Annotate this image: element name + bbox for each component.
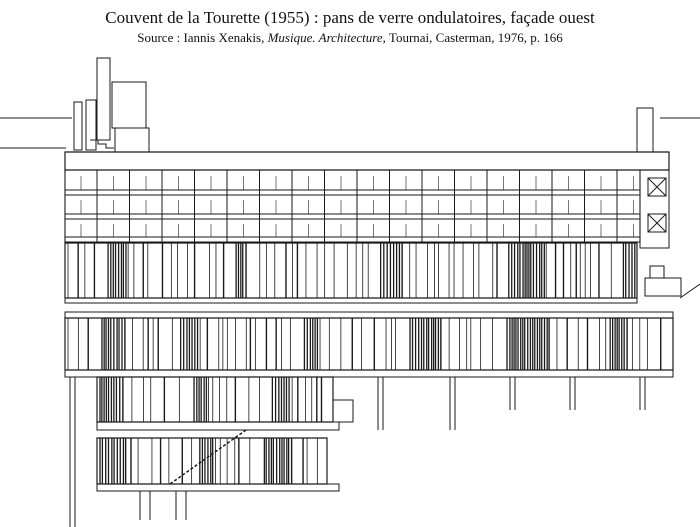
side-box-base: [645, 278, 681, 296]
figure-title: Couvent de la Tourette (1955) : pans de verre ondulatoires, façade ouest: [105, 8, 595, 27]
source-prefix: Source : Iannis Xenakis,: [137, 30, 268, 45]
right-roof-tower: [637, 108, 653, 152]
roof-tower-small: [74, 102, 82, 150]
cell-dividers: [97, 170, 617, 242]
bell-tower-block: [112, 82, 146, 128]
pilotis-columns: [70, 377, 645, 527]
roof-tower-mid: [86, 100, 96, 150]
lower-wing-sill: [97, 422, 339, 430]
source-book-title: Musique. Architecture: [267, 30, 383, 45]
source-suffix: , Tournai, Casterman, 1976, p. 166: [382, 30, 563, 45]
right-slope-line: [680, 284, 700, 298]
lower-wing-corner: [333, 400, 353, 422]
roof-slab: [65, 152, 669, 170]
glazing-band-level-1: [65, 243, 637, 298]
ondulatoire-mullions-level-2: [68, 318, 661, 370]
side-box: [650, 266, 664, 278]
square-window-upper: [648, 178, 666, 196]
level-2-sill: [65, 370, 673, 377]
ondulatoire-mullions-ground: [100, 438, 317, 484]
upper-cell-band: [65, 170, 640, 242]
roof-stair: [90, 140, 114, 148]
slab-level-2: [65, 312, 673, 318]
chimney-tower: [97, 58, 110, 140]
level-1-sill: [65, 298, 637, 303]
ground-slab: [97, 484, 339, 491]
bell-tower-base: [115, 128, 149, 152]
glazing-band-level-2: [65, 318, 673, 370]
ondulatoire-mullions-level-1: [68, 243, 635, 298]
square-window-lower: [648, 214, 666, 232]
right-stair-tower: [640, 170, 669, 248]
ondulatoire-mullions-lower: [100, 377, 321, 422]
